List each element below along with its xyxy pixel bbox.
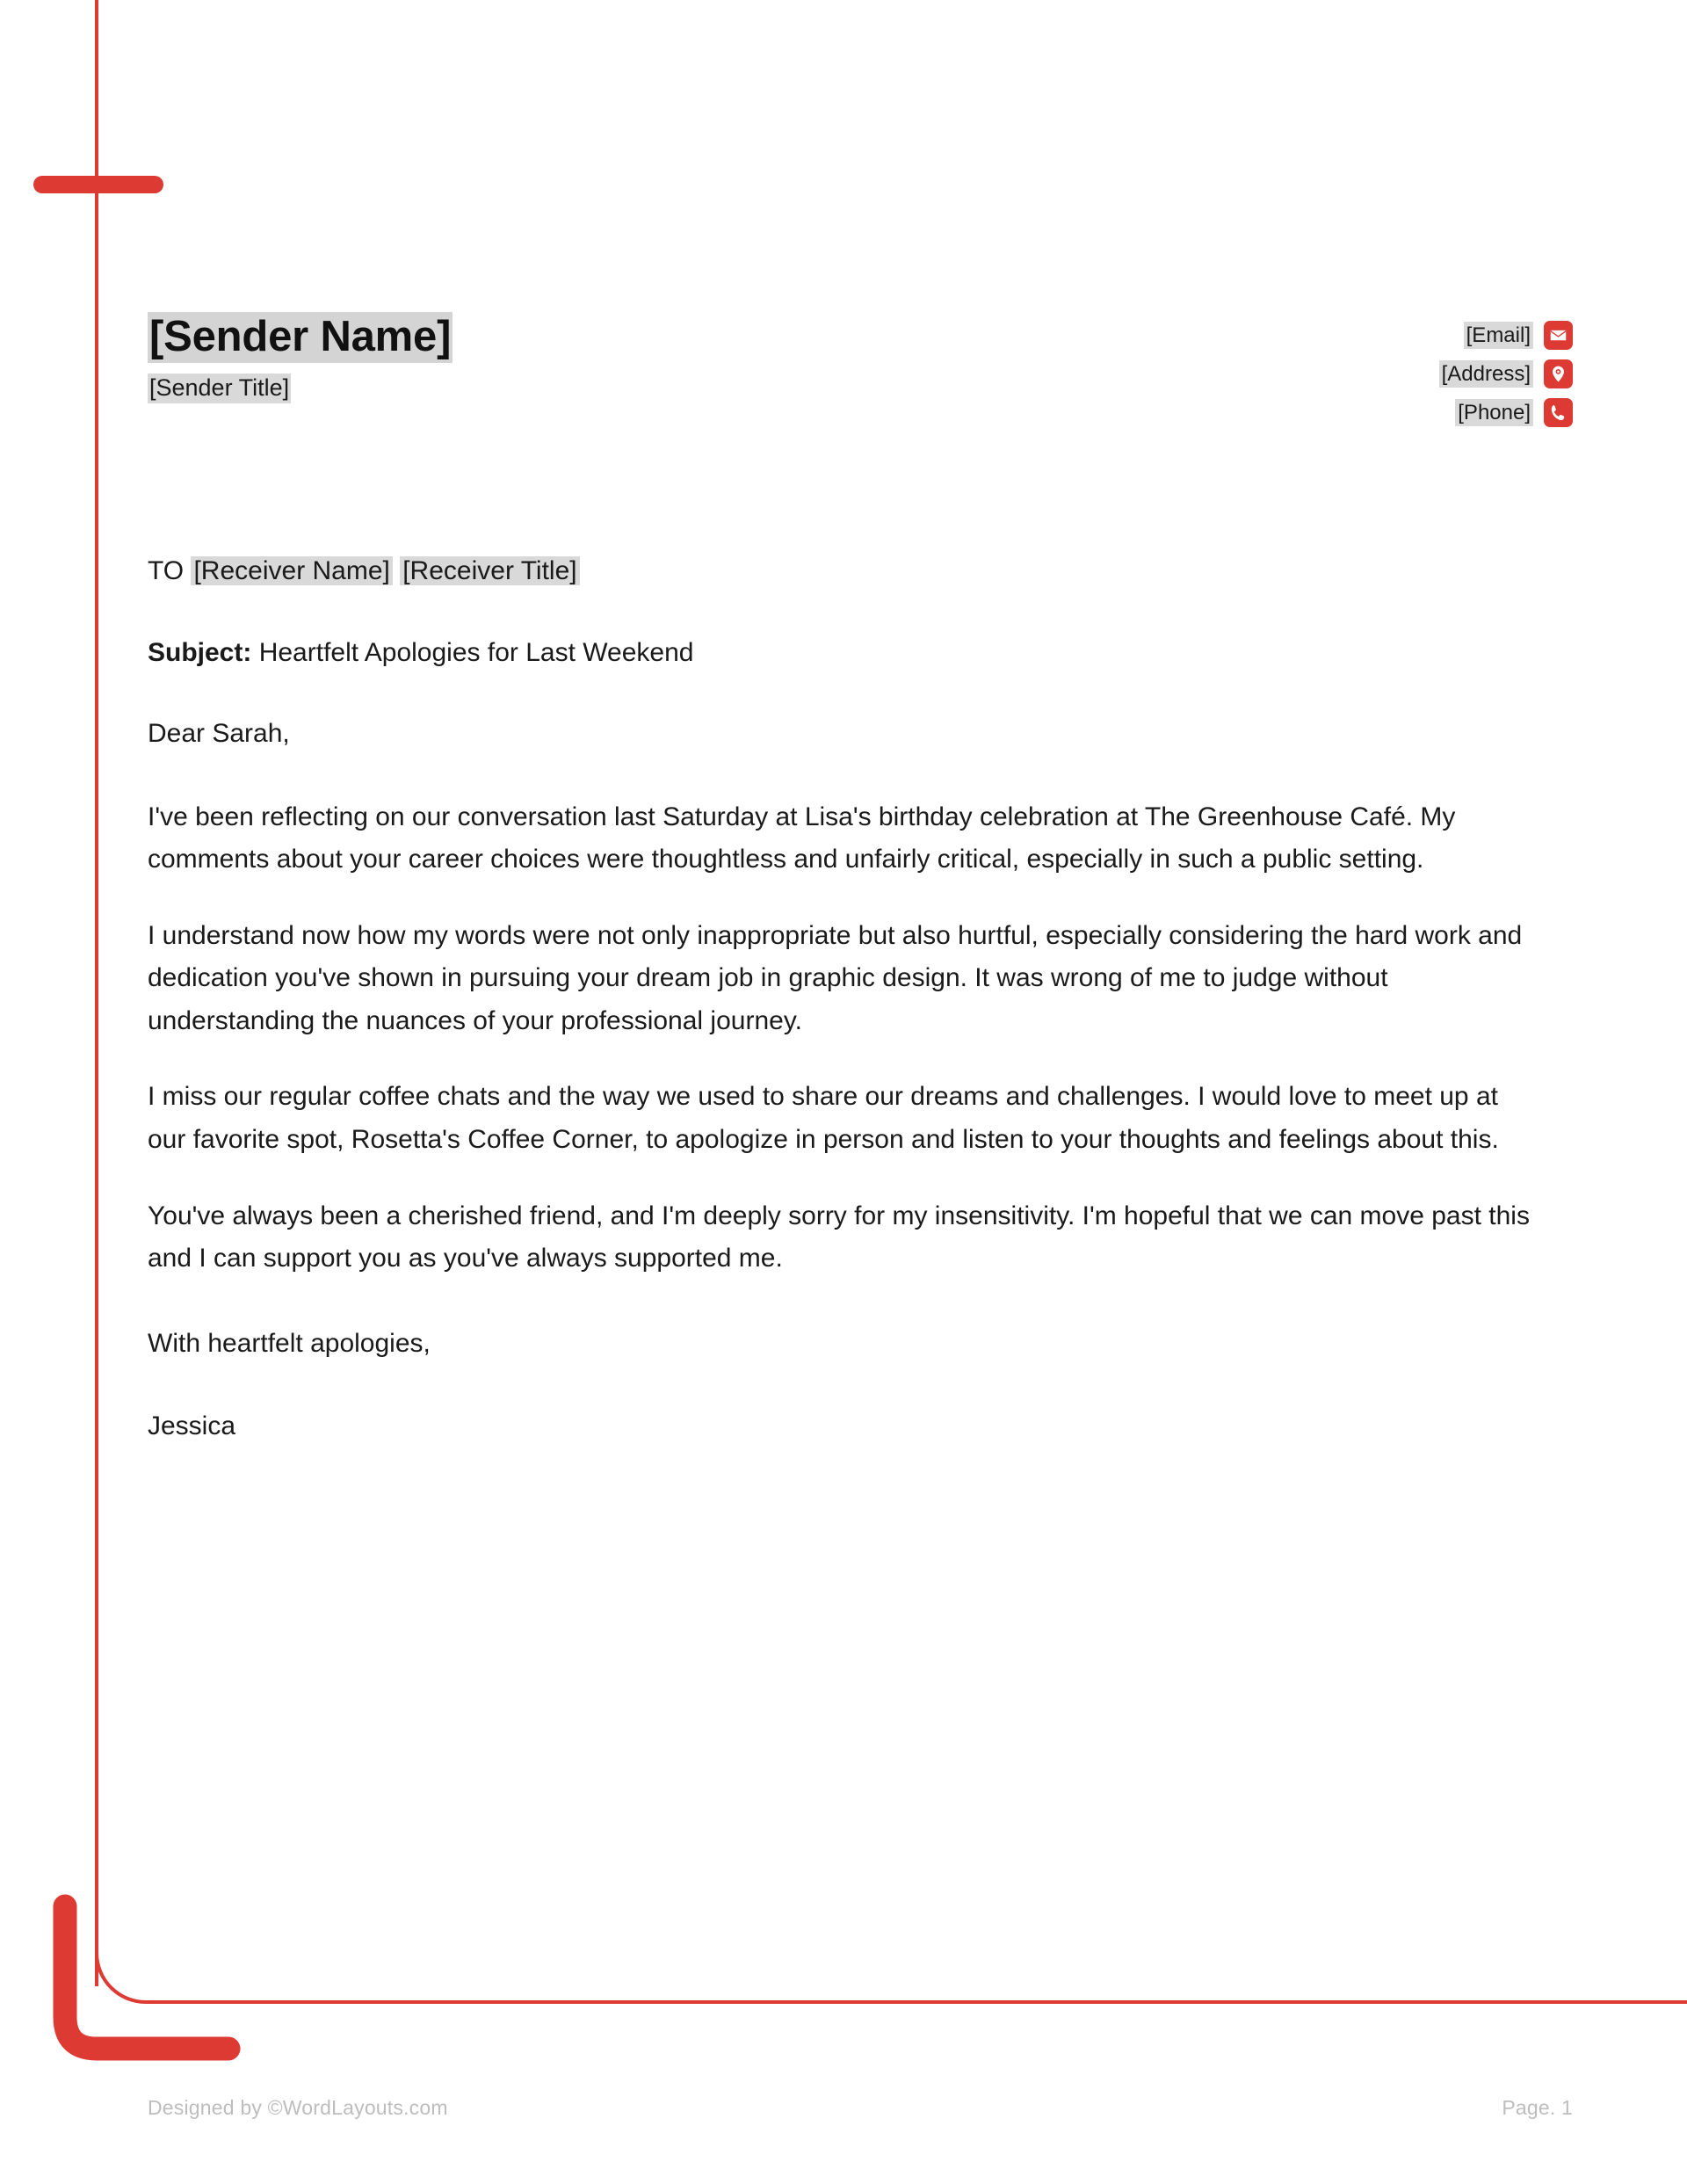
designer-credit: Designed by ©WordLayouts.com [148, 2096, 448, 2119]
page-footer [148, 2096, 1573, 2120]
body-paragraph: I miss our regular coffee chats and the way we used to share our dreams and challenges. I would love to meet up at our favorite spot, Rosetta's Coffee Corner, to apologize in person and listen to your thoughts and feelings about this. [148, 1082, 1499, 1155]
receiver-title: [Receiver Title] [400, 556, 579, 585]
to-label: TO [148, 556, 185, 585]
address-label: [Address] [1439, 360, 1533, 388]
letter-header [148, 312, 1573, 427]
sender-block [148, 312, 453, 403]
body-paragraph: I understand now how my words were not only inappropriate but also hurtful, especially considering the hard work and dedication you've shown in pursuing your dream job in graphic design. It was wrong of me to judge without understanding the nuances of your professional journey. [148, 920, 1523, 1035]
left-accent-line [95, 0, 98, 1986]
sender-name: [Sender Name] [148, 312, 453, 363]
subject-label: Subject: [148, 637, 252, 667]
contact-row-email [1464, 321, 1573, 350]
closing-line: With heartfelt apologies, [148, 1328, 431, 1358]
contact-row-address [1439, 359, 1573, 388]
receiver-name: [Receiver Name] [191, 556, 392, 585]
body-paragraph: I've been reflecting on our conversation last Saturday at Lisa's birthday celebration at The Greenhouse Café. My comments about your career choices were thoughtless and unfairly critical, especially in such a public setting. [148, 802, 1456, 874]
bottom-left-thick-corner-accent [53, 1894, 255, 2061]
top-left-accent-bar [33, 176, 163, 193]
signature-name: Jessica [148, 1411, 236, 1441]
letter-body [148, 554, 1536, 1445]
salutation: Dear Sarah, [148, 719, 290, 748]
phone-icon [1544, 398, 1573, 427]
map-pin-icon [1544, 359, 1573, 388]
sender-title: [Sender Title] [148, 374, 291, 403]
page-number: Page. 1 [1502, 2096, 1573, 2119]
email-label: [Email] [1464, 322, 1533, 349]
contact-row-phone [1455, 398, 1573, 427]
contact-block [1439, 321, 1573, 427]
phone-label: [Phone] [1455, 399, 1533, 426]
subject-text: Heartfelt Apologies for Last Weekend [258, 637, 694, 667]
subject-line [148, 635, 1536, 671]
body-paragraph: You've always been a cherished friend, and I'm deeply sorry for my insensitivity. I'm hopeful that we can move past this and I can support you as you've always supported me. [148, 1201, 1530, 1273]
envelope-icon [1544, 321, 1573, 350]
recipient-line [148, 554, 1536, 590]
bottom-left-thin-corner-rule [95, 1863, 1687, 2004]
